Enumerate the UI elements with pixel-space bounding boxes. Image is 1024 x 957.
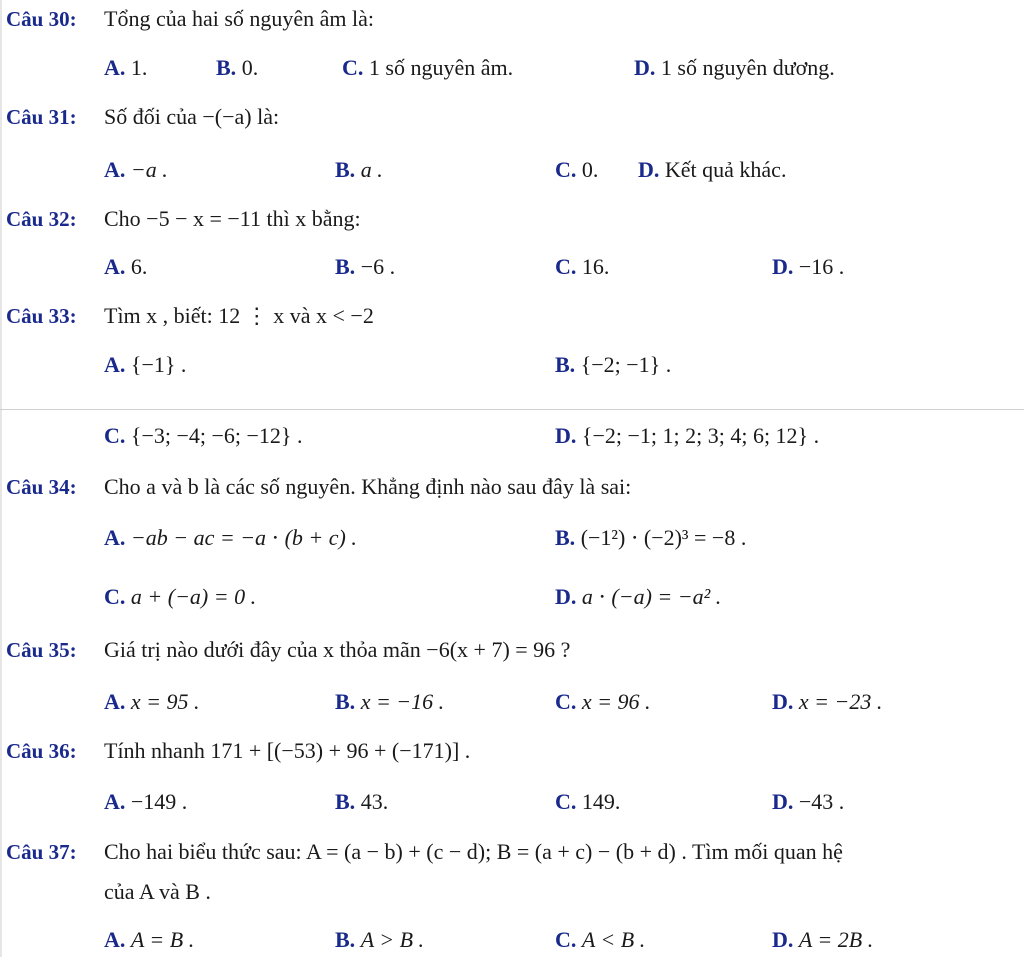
option-text: 43. xyxy=(360,789,389,814)
option-label: A. xyxy=(104,352,126,377)
option-label: B. xyxy=(216,55,237,80)
option-label: A. xyxy=(104,157,126,182)
option-text: 6. xyxy=(130,254,148,279)
option-label: D. xyxy=(555,584,577,609)
option-text: 0. xyxy=(581,157,599,182)
option-d[interactable] xyxy=(638,157,786,183)
option-c[interactable] xyxy=(104,423,302,449)
option-label: D. xyxy=(772,254,794,279)
option-label: D. xyxy=(772,927,794,952)
option-text: −6 . xyxy=(360,254,396,279)
option-text: 149. xyxy=(581,789,621,814)
option-label: A. xyxy=(104,254,126,279)
option-c[interactable] xyxy=(555,157,598,183)
option-label: D. xyxy=(634,55,656,80)
option-text: A < B . xyxy=(581,927,646,952)
option-text: a + (−a) = 0 . xyxy=(130,584,257,609)
option-text: x = −23 . xyxy=(798,689,883,714)
option-text: x = 96 . xyxy=(581,689,651,714)
option-text: 16. xyxy=(581,254,610,279)
option-a[interactable] xyxy=(104,157,168,183)
option-label: C. xyxy=(342,55,364,80)
option-text: −ab − ac = −a ⋅ (b + c) . xyxy=(130,525,357,550)
option-label: B. xyxy=(555,352,576,377)
option-text: 1 số nguyên âm. xyxy=(368,55,514,80)
option-text: {−3; −4; −6; −12} . xyxy=(130,423,303,448)
option-b[interactable] xyxy=(555,525,746,551)
option-label: C. xyxy=(555,254,577,279)
question-stem: Tổng của hai số nguyên âm là: xyxy=(104,6,375,31)
question-stem: Cho a và b là các số nguyên. Khẳng định nào sau đây là sai: xyxy=(104,474,632,499)
question-label: Câu 30: xyxy=(6,7,77,31)
option-label: B. xyxy=(335,157,356,182)
option-text: {−2; −1} . xyxy=(580,352,672,377)
option-text: −149 . xyxy=(130,789,188,814)
question-label: Câu 35: xyxy=(6,638,77,662)
option-label: A. xyxy=(104,689,126,714)
option-label: A. xyxy=(104,525,126,550)
option-text: {−2; −1; 1; 2; 3; 4; 6; 12} . xyxy=(581,423,820,448)
option-b[interactable] xyxy=(555,352,671,378)
option-label: B. xyxy=(335,254,356,279)
option-text: −a . xyxy=(130,157,168,182)
option-text: x = −16 . xyxy=(360,689,445,714)
option-label: C. xyxy=(104,584,126,609)
option-text: (−1²) ⋅ (−2)³ = −8 . xyxy=(580,525,747,550)
question-stem: Giá trị nào dưới đây của x thỏa mãn −6(x + 7) = 96 ? xyxy=(104,637,571,662)
option-c[interactable] xyxy=(555,789,620,815)
option-text: A = B . xyxy=(130,927,195,952)
question-label: Câu 32: xyxy=(6,207,77,231)
option-d[interactable] xyxy=(772,789,844,815)
option-label: B. xyxy=(335,789,356,814)
option-b[interactable] xyxy=(216,55,258,81)
option-text: Kết quả khác. xyxy=(664,157,787,182)
option-d[interactable] xyxy=(555,584,721,610)
page-break-divider xyxy=(0,409,1024,410)
option-c[interactable] xyxy=(555,689,651,715)
option-label: D. xyxy=(772,789,794,814)
option-d[interactable] xyxy=(772,254,844,280)
option-b[interactable] xyxy=(335,157,383,183)
option-c[interactable] xyxy=(555,927,645,953)
option-a[interactable] xyxy=(104,789,187,815)
option-b[interactable] xyxy=(335,254,395,280)
question-stem: Tính nhanh 171 + [(−53) + 96 + (−171)] . xyxy=(104,738,471,763)
option-label: B. xyxy=(555,525,576,550)
option-text: {−1} . xyxy=(130,352,187,377)
option-text: A > B . xyxy=(360,927,425,952)
option-text: a . xyxy=(360,157,383,182)
option-text: x = 95 . xyxy=(130,689,200,714)
option-d[interactable] xyxy=(772,689,882,715)
option-c[interactable] xyxy=(555,254,609,280)
option-text: 1. xyxy=(130,55,148,80)
option-label: C. xyxy=(555,689,577,714)
option-d[interactable] xyxy=(555,423,819,449)
question-stem: Cho −5 − x = −11 thì x bằng: xyxy=(104,206,361,231)
question-stem: Số đối của −(−a) là: xyxy=(104,104,280,129)
option-text: 1 số nguyên dương. xyxy=(660,55,835,80)
question-label: Câu 34: xyxy=(6,475,77,499)
option-label: C. xyxy=(555,927,577,952)
option-a[interactable] xyxy=(104,525,357,551)
option-a[interactable] xyxy=(104,254,147,280)
option-text: −16 . xyxy=(798,254,845,279)
option-label: D. xyxy=(772,689,794,714)
option-a[interactable] xyxy=(104,55,147,81)
option-b[interactable] xyxy=(335,927,424,953)
option-b[interactable] xyxy=(335,789,388,815)
option-label: A. xyxy=(104,55,126,80)
option-a[interactable] xyxy=(104,352,186,378)
option-c[interactable] xyxy=(342,55,513,81)
option-d[interactable] xyxy=(634,55,835,81)
question-label: Câu 31: xyxy=(6,105,77,129)
question-stem-continuation: của A và B . xyxy=(104,879,211,904)
option-label: D. xyxy=(638,157,660,182)
option-label: C. xyxy=(555,789,577,814)
option-text: 0. xyxy=(241,55,259,80)
option-a[interactable] xyxy=(104,927,194,953)
question-stem: Cho hai biểu thức sau: A = (a − b) + (c − d); B = (a + c) − (b + d) . Tìm mối quan hệ xyxy=(104,839,843,864)
option-label: C. xyxy=(555,157,577,182)
question-label: Câu 33: xyxy=(6,304,77,328)
option-label: D. xyxy=(555,423,577,448)
option-label: C. xyxy=(104,423,126,448)
option-b[interactable] xyxy=(335,689,444,715)
option-label: B. xyxy=(335,927,356,952)
option-c[interactable] xyxy=(104,584,256,610)
option-text: a ⋅ (−a) = −a² . xyxy=(581,584,722,609)
option-a[interactable] xyxy=(104,689,200,715)
question-label: Câu 36: xyxy=(6,739,77,763)
page-left-edge xyxy=(0,0,2,957)
option-text: A = 2B . xyxy=(798,927,874,952)
option-label: B. xyxy=(335,689,356,714)
option-label: A. xyxy=(104,789,126,814)
option-d[interactable] xyxy=(772,927,873,953)
question-stem: Tìm x , biết: 12 ⋮ x và x < −2 xyxy=(104,303,374,328)
question-label: Câu 37: xyxy=(6,840,77,864)
option-label: A. xyxy=(104,927,126,952)
option-text: −43 . xyxy=(798,789,845,814)
